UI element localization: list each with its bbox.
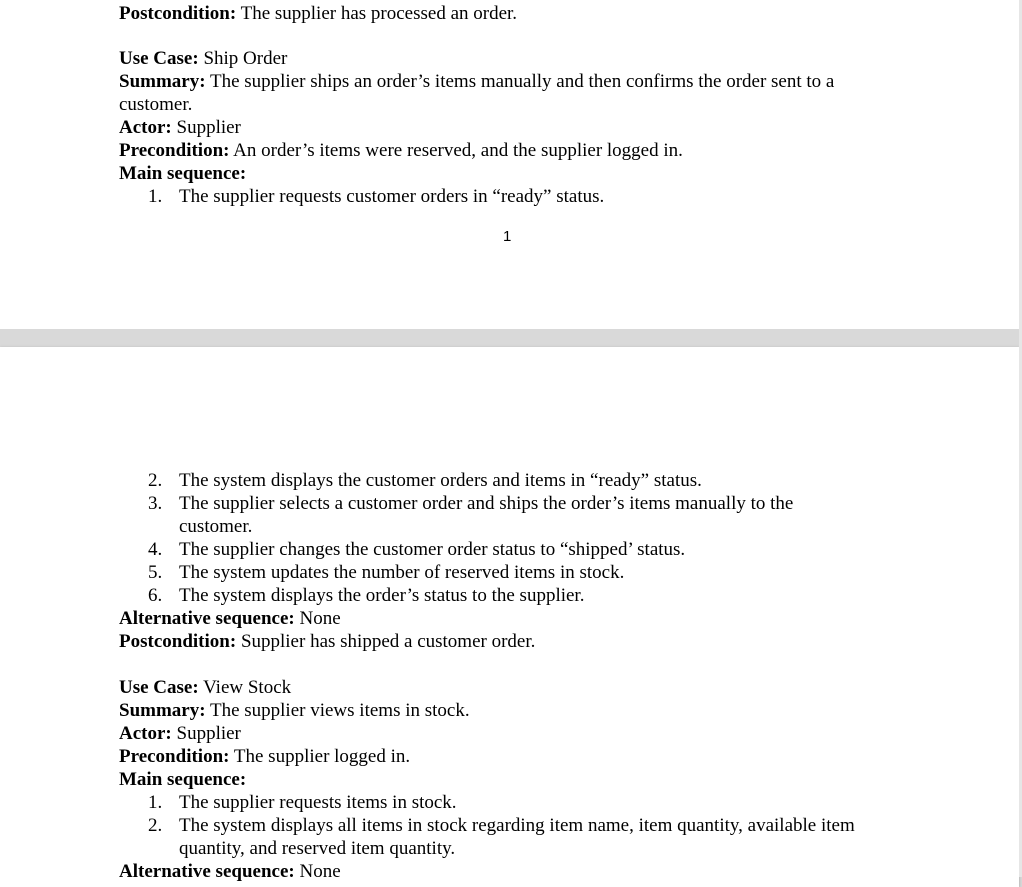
list-item-text: The supplier requests customer orders in “ready” status. xyxy=(179,186,605,207)
alternative-sequence-line xyxy=(119,607,341,630)
page-number: 1 xyxy=(503,228,512,245)
list-item-continuation: quantity, and reserved item quantity. xyxy=(179,838,456,859)
alternative-sequence-label: Alternative sequence: xyxy=(119,861,295,882)
usecase-label: Use Case: xyxy=(119,677,199,698)
postcondition-text: Supplier has shipped a customer order. xyxy=(236,631,536,652)
alternative-sequence-text: None xyxy=(294,861,341,882)
usecase-text: Ship Order xyxy=(198,48,288,69)
summary-label: Summary: xyxy=(119,700,206,721)
precondition-label: Precondition: xyxy=(119,140,230,161)
document-page-2 xyxy=(0,347,1019,887)
list-item-text: The system updates the number of reserved items in stock. xyxy=(179,562,625,583)
list-item-number: 3. xyxy=(148,493,163,514)
list-item-text: The system displays the customer orders and items in “ready” status. xyxy=(179,470,702,491)
list-item-number: 1. xyxy=(148,186,163,207)
precondition-line xyxy=(119,139,683,162)
alternative-sequence-line xyxy=(119,860,341,883)
main-sequence-label: Main sequence: xyxy=(119,769,247,790)
actor-text: Supplier xyxy=(171,723,241,744)
list-item-number: 2. xyxy=(148,815,163,836)
list-item-number: 5. xyxy=(148,562,163,583)
actor-line xyxy=(119,722,241,745)
precondition-label: Precondition: xyxy=(119,746,230,767)
main-sequence-heading xyxy=(119,162,246,185)
summary-text: The supplier ships an order’s items manually and then confirms the order sent to a xyxy=(205,71,835,92)
postcondition-label: Postcondition: xyxy=(119,3,237,24)
summary-line xyxy=(119,70,834,93)
postcondition-line xyxy=(119,2,517,25)
usecase-line xyxy=(119,676,291,699)
main-sequence-heading xyxy=(119,768,246,791)
usecase-text: View Stock xyxy=(198,677,292,698)
summary-label: Summary: xyxy=(119,71,206,92)
list-item-text: The system displays all items in stock regarding item name, item quantity, available item xyxy=(179,815,855,836)
list-item-number: 1. xyxy=(148,792,163,813)
summary-text: The supplier views items in stock. xyxy=(205,700,470,721)
actor-text: Supplier xyxy=(171,117,241,138)
precondition-text: The supplier logged in. xyxy=(229,746,411,767)
list-item-number: 4. xyxy=(148,539,163,560)
actor-label: Actor: xyxy=(119,723,172,744)
list-item-number: 6. xyxy=(148,585,163,606)
list-item-text: The supplier selects a customer order and ships the order’s items manually to the xyxy=(179,493,794,514)
summary-line xyxy=(119,699,470,722)
usecase-line xyxy=(119,47,287,70)
alternative-sequence-text: None xyxy=(294,608,341,629)
main-sequence-label: Main sequence: xyxy=(119,163,247,184)
postcondition-line xyxy=(119,630,535,653)
usecase-label: Use Case: xyxy=(119,48,199,69)
postcondition-text: The supplier has processed an order. xyxy=(236,3,518,24)
list-item-text: The supplier changes the customer order status to “shipped’ status. xyxy=(179,539,686,560)
list-item-text: The supplier requests items in stock. xyxy=(179,792,457,813)
actor-line xyxy=(119,116,241,139)
list-item-number: 2. xyxy=(148,470,163,491)
list-item-continuation: customer. xyxy=(179,516,253,537)
document-page-1 xyxy=(0,0,1019,329)
page-gap xyxy=(0,329,1022,347)
alternative-sequence-label: Alternative sequence: xyxy=(119,608,295,629)
list-item-text: The system displays the order’s status to the supplier. xyxy=(179,585,585,606)
postcondition-label: Postcondition: xyxy=(119,631,237,652)
precondition-text: An order’s items were reserved, and the supplier logged in. xyxy=(229,140,683,161)
summary-continuation: customer. xyxy=(119,94,193,115)
precondition-line xyxy=(119,745,410,768)
actor-label: Actor: xyxy=(119,117,172,138)
